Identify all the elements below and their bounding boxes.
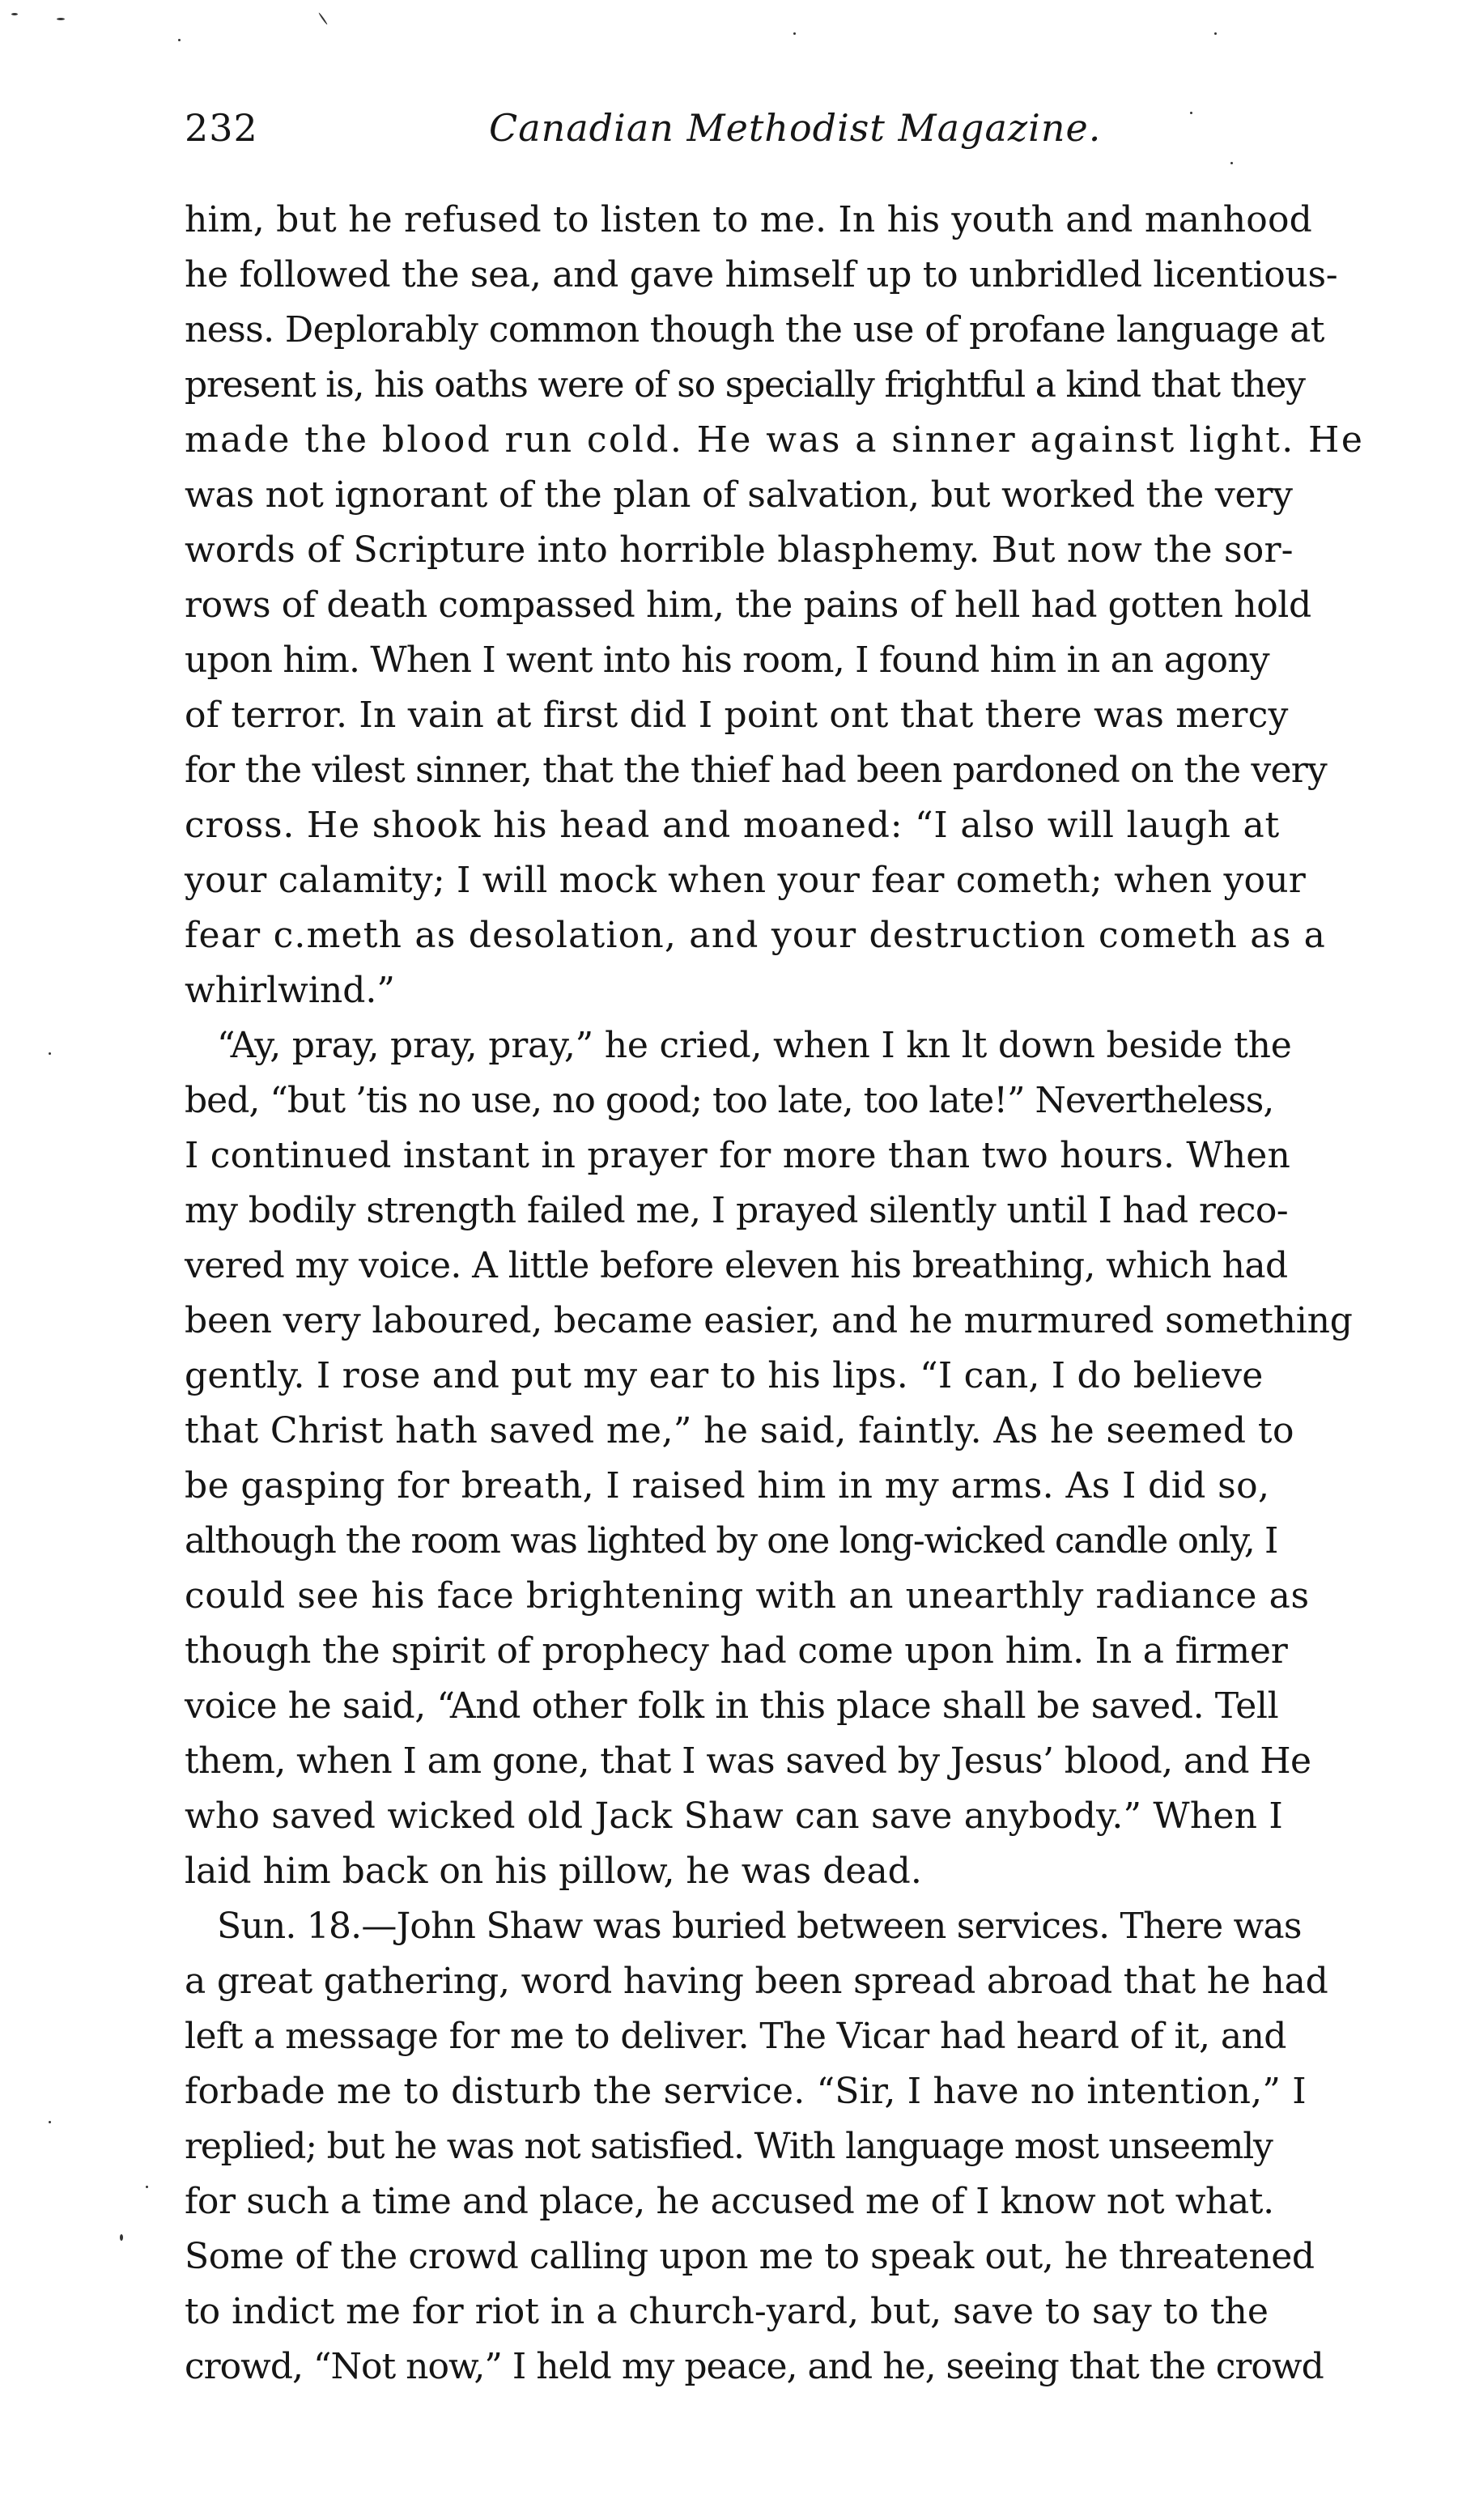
text-line: him, but he refused to listen to me. In his youth and manhood [185,199,1313,240]
text-line: for such a time and place, he accused me of I know not what. [185,2181,1274,2222]
text-line: although the room was lighted by one long-wicked candle only, I [185,1520,1277,1562]
page-header [185,104,1269,168]
text-line: vered my voice. A little before eleven his breathing, which had [185,1245,1288,1286]
text-line: Sun. 18.—John Shaw was buried between services. There was [217,1906,1302,1947]
scan-speck [1230,162,1233,164]
text-line: could see his face brightening with an unearthly radiance as [185,1575,1310,1617]
text-line: a great gathering, word having been spread abroad that he had [185,1961,1328,2002]
scan-speck [49,2121,51,2123]
text-line: words of Scripture into horrible blasphemy. But now the sor- [185,529,1294,571]
text-line: crowd, “Not now,” I held my peace, and he, seeing that the crowd [185,2346,1324,2387]
page-number: 232 [185,106,258,150]
text-line: replied; but he was not satisfied. With language most unseemly [185,2126,1273,2167]
text-line: to indict me for riot in a church-yard, but, save to say to the [185,2291,1269,2332]
text-line: fear c.meth as desolation, and your destruction cometh as a [185,915,1327,956]
scan-speck [11,13,18,15]
text-line: voice he said, “And other folk in this place shall be saved. Tell [185,1685,1279,1727]
text-line: he followed the sea, and gave himself up to unbridled licentious- [185,254,1338,295]
running-title: Canadian Methodist Magazine. [489,106,1102,150]
text-line: forbade me to disturb the service. “Sir, I have no intention,” I [185,2071,1307,2112]
scan-speck [146,2186,148,2188]
text-line: of terror. In vain at first did I point ont that there was mercy [185,695,1289,736]
text-line: that Christ hath saved me,” he said, faintly. As he seemed to [185,1410,1294,1451]
scan-speck [178,39,181,41]
text-line: be gasping for breath, I raised him in my arms. As I did so, [185,1465,1270,1506]
text-line: been very laboured, became easier, and he murmured something [185,1300,1353,1341]
text-line: laid him back on his pillow, he was dead. [185,1851,922,1892]
text-line: ness. Deplorably common though the use of profane language at [185,309,1324,351]
scan-speck [120,2234,123,2241]
text-line: rows of death compassed him, the pains of hell had gotten hold [185,584,1311,626]
text-line: “Ay, pray, pray, pray,” he cried, when I kn lt down beside the [217,1025,1292,1066]
scan-speck [318,12,328,25]
text-line: whirlwind.” [185,970,395,1011]
scan-speck [793,32,796,35]
text-line: your calamity; I will mock when your fear cometh; when your [185,860,1307,901]
text-line: for the vilest sinner, that the thief had been pardoned on the very [185,750,1327,791]
text-line: bed, “but ’tis no use, no good; too late, too late!” Nevertheless, [185,1080,1274,1121]
text-line: Some of the crowd calling upon me to speak out, he threatened [185,2236,1315,2277]
text-line: upon him. When I went into his room, I found him in an agony [185,640,1269,681]
scan-speck [1190,112,1192,114]
text-line: left a message for me to deliver. The Vicar had heard of it, and [185,2016,1286,2057]
scan-speck [1214,32,1217,35]
text-line: I continued instant in prayer for more than two hours. When [185,1135,1291,1176]
text-line: them, when I am gone, that I was saved by Jesus’ blood, and He [185,1740,1311,1782]
text-line: who saved wicked old Jack Shaw can save anybody.” When I [185,1795,1283,1837]
text-line: gently. I rose and put my ear to his lips. “I can, I do believe [185,1355,1264,1396]
body-text [185,193,1447,2395]
text-line: made the blood run cold. He was a sinner against light. He [185,419,1365,461]
text-line: my bodily strength failed me, I prayed silently until I had reco- [185,1190,1289,1231]
text-line: though the spirit of prophecy had come upon him. In a firmer [185,1630,1288,1672]
text-line: present is, his oaths were of so specially frightful a kind that they [185,364,1305,406]
scan-speck [49,1052,51,1055]
text-line: was not ignorant of the plan of salvation, but worked the very [185,474,1293,516]
text-line: cross. He shook his head and moaned: “I also will laugh at [185,805,1281,846]
scan-speck [57,18,65,20]
